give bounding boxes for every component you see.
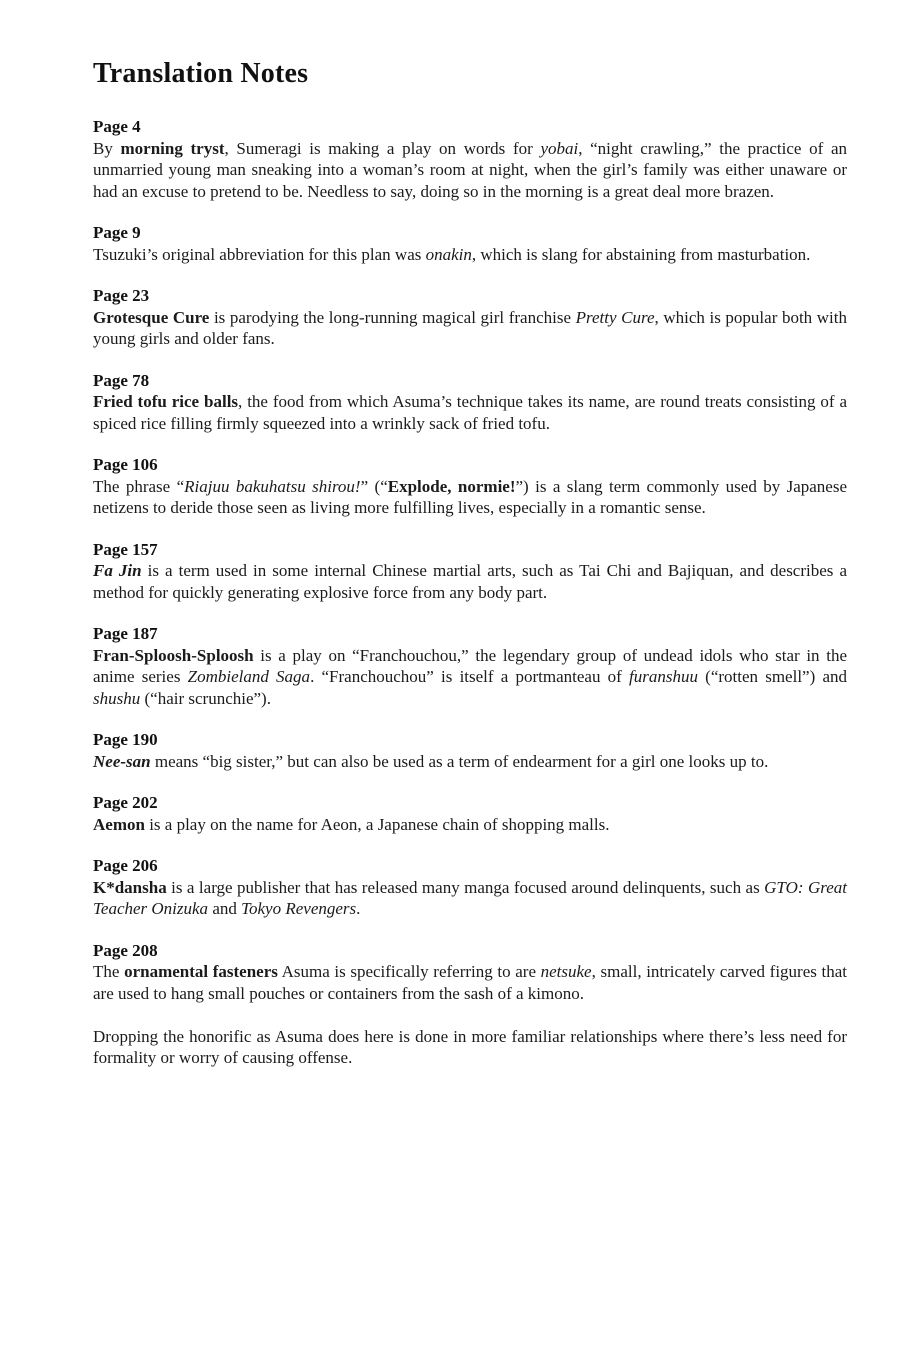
note-block — [93, 370, 847, 435]
text-segment: is a play on “Franchouchou,” the legendary group of undead idols who star in the anime series — [93, 645, 847, 686]
note-heading: Page 9 — [93, 223, 141, 242]
text-segment: Tsuzuki’s original abbreviation for this plan was — [93, 244, 426, 264]
page-title: Translation Notes — [93, 58, 309, 89]
notes-list — [93, 116, 847, 1069]
text-segment: . “Franchouchou” is itself a portmanteau of — [310, 667, 629, 686]
note-heading: Page 4 — [93, 117, 141, 136]
text-segment: . — [356, 899, 361, 918]
text-segment: is a play on the name for Aeon, a Japanese chain of shopping malls. — [144, 814, 610, 834]
note-paragraph — [93, 307, 847, 350]
note-block — [93, 454, 847, 519]
note-paragraph — [93, 814, 847, 836]
note-heading: Page 23 — [93, 286, 150, 305]
text-segment: ornamental fasteners — [124, 962, 278, 981]
text-segment: , which is popular both with young girls and older fans. — [93, 307, 847, 348]
text-segment: means “big sister,” but can also be used as a term of endearment for a girl one looks up to. — [150, 751, 769, 771]
text-segment: , the food from which Asuma’s technique takes its name, are round treats consisting of a spiced rice filling firmly squeezed into a wrinkly sack of fried tofu. — [93, 392, 847, 433]
note-heading: Page 202 — [93, 793, 158, 812]
text-segment: Dropping the honorific as Asuma does here is done in more familiar relationships where there’s less need for formality or worry of causing offense. — [93, 1026, 847, 1067]
text-segment: is parodying the long-running magical girl franchise — [209, 307, 576, 327]
note-heading: Page 78 — [93, 370, 150, 390]
text-segment: netsuke — [540, 962, 592, 981]
note-heading: Page 208 — [93, 940, 158, 960]
note-paragraph — [93, 476, 847, 519]
text-segment: shushu — [93, 688, 141, 708]
text-segment: is a large publisher that has released many manga focused around delinquents, such as — [166, 877, 765, 897]
text-segment: By — [93, 138, 121, 158]
text-segment: Explode, normie! — [387, 476, 516, 496]
text-segment: ” (“ — [360, 476, 388, 496]
note-block — [93, 729, 847, 772]
note-paragraph — [93, 138, 847, 203]
text-segment: GTO: Great Teacher Onizuka — [93, 877, 847, 918]
text-segment: Fa Jin — [93, 561, 142, 580]
note-paragraph — [93, 877, 847, 920]
text-segment: Fried tofu rice balls — [93, 392, 239, 411]
note-heading: Page 206 — [93, 856, 158, 875]
text-segment: Fran-Sploosh-Sploosh — [93, 645, 254, 665]
text-segment: is a term used in some internal Chinese martial arts, such as Tai Chi and Bajiquan, and describes a method for quickly generating explosive force from any body part. — [93, 561, 847, 602]
note-block — [93, 116, 847, 202]
note-block — [93, 285, 847, 350]
text-segment: , small, intricately carved figures that are used to hang small pouches or containers from the sash of a kimono. — [93, 962, 847, 1003]
note-heading: Page 157 — [93, 539, 158, 559]
text-segment: Asuma is specifically referring to are — [277, 962, 541, 981]
text-segment: Zombieland Saga — [187, 667, 311, 686]
text-segment: Tokyo Revengers — [241, 899, 357, 918]
note-heading: Page 106 — [93, 455, 158, 474]
text-segment: Aemon — [93, 814, 145, 834]
text-segment: , “night crawling,” the practice of an unmarried young man sneaking into a woman’s room at night, when the girl’s family was either unaware or had an excuse to pretend to be. Needless to say, doing so in the morning is a great deal more brazen. — [93, 138, 847, 201]
note-paragraph — [93, 751, 847, 773]
text-segment: ”) is a slang term commonly used by Japanese netizens to deride those seen as living more fulfilling lives, especially in a romantic sense. — [93, 476, 848, 517]
note-block — [93, 792, 847, 835]
note-heading: Page 190 — [93, 730, 158, 749]
text-segment: morning tryst — [120, 138, 225, 158]
text-segment: Nee-san — [93, 751, 151, 771]
text-segment: yobai — [540, 138, 579, 158]
note-heading: Page 187 — [93, 624, 158, 643]
note-block — [93, 855, 847, 920]
text-segment: Riajuu bakuhatsu shirou! — [184, 476, 361, 496]
note-paragraph — [93, 961, 847, 1004]
text-segment: furanshuu — [629, 667, 698, 686]
text-segment: , which is slang for abstaining from masturbation. — [471, 244, 811, 264]
note-paragraph — [93, 1026, 847, 1069]
note-block — [93, 222, 847, 265]
note-block — [93, 940, 847, 1069]
text-segment: K*dansha — [93, 877, 167, 897]
note-block — [93, 539, 847, 604]
text-segment: Grotesque Cure — [93, 307, 210, 327]
text-segment: The — [93, 962, 125, 981]
note-paragraph — [93, 645, 847, 710]
text-segment: (“hair scrunchie”). — [140, 688, 271, 708]
note-paragraph — [93, 244, 847, 266]
text-segment: onakin — [425, 244, 472, 264]
text-segment: and — [208, 899, 242, 918]
text-segment: , Sumeragi is making a play on words for — [224, 138, 541, 158]
text-segment: Pretty Cure — [575, 307, 655, 327]
text-segment: The phrase “ — [93, 476, 185, 496]
text-segment: (“rotten smell”) and — [697, 667, 847, 686]
note-block — [93, 623, 847, 709]
note-paragraph — [93, 391, 847, 434]
note-paragraph — [93, 560, 847, 603]
